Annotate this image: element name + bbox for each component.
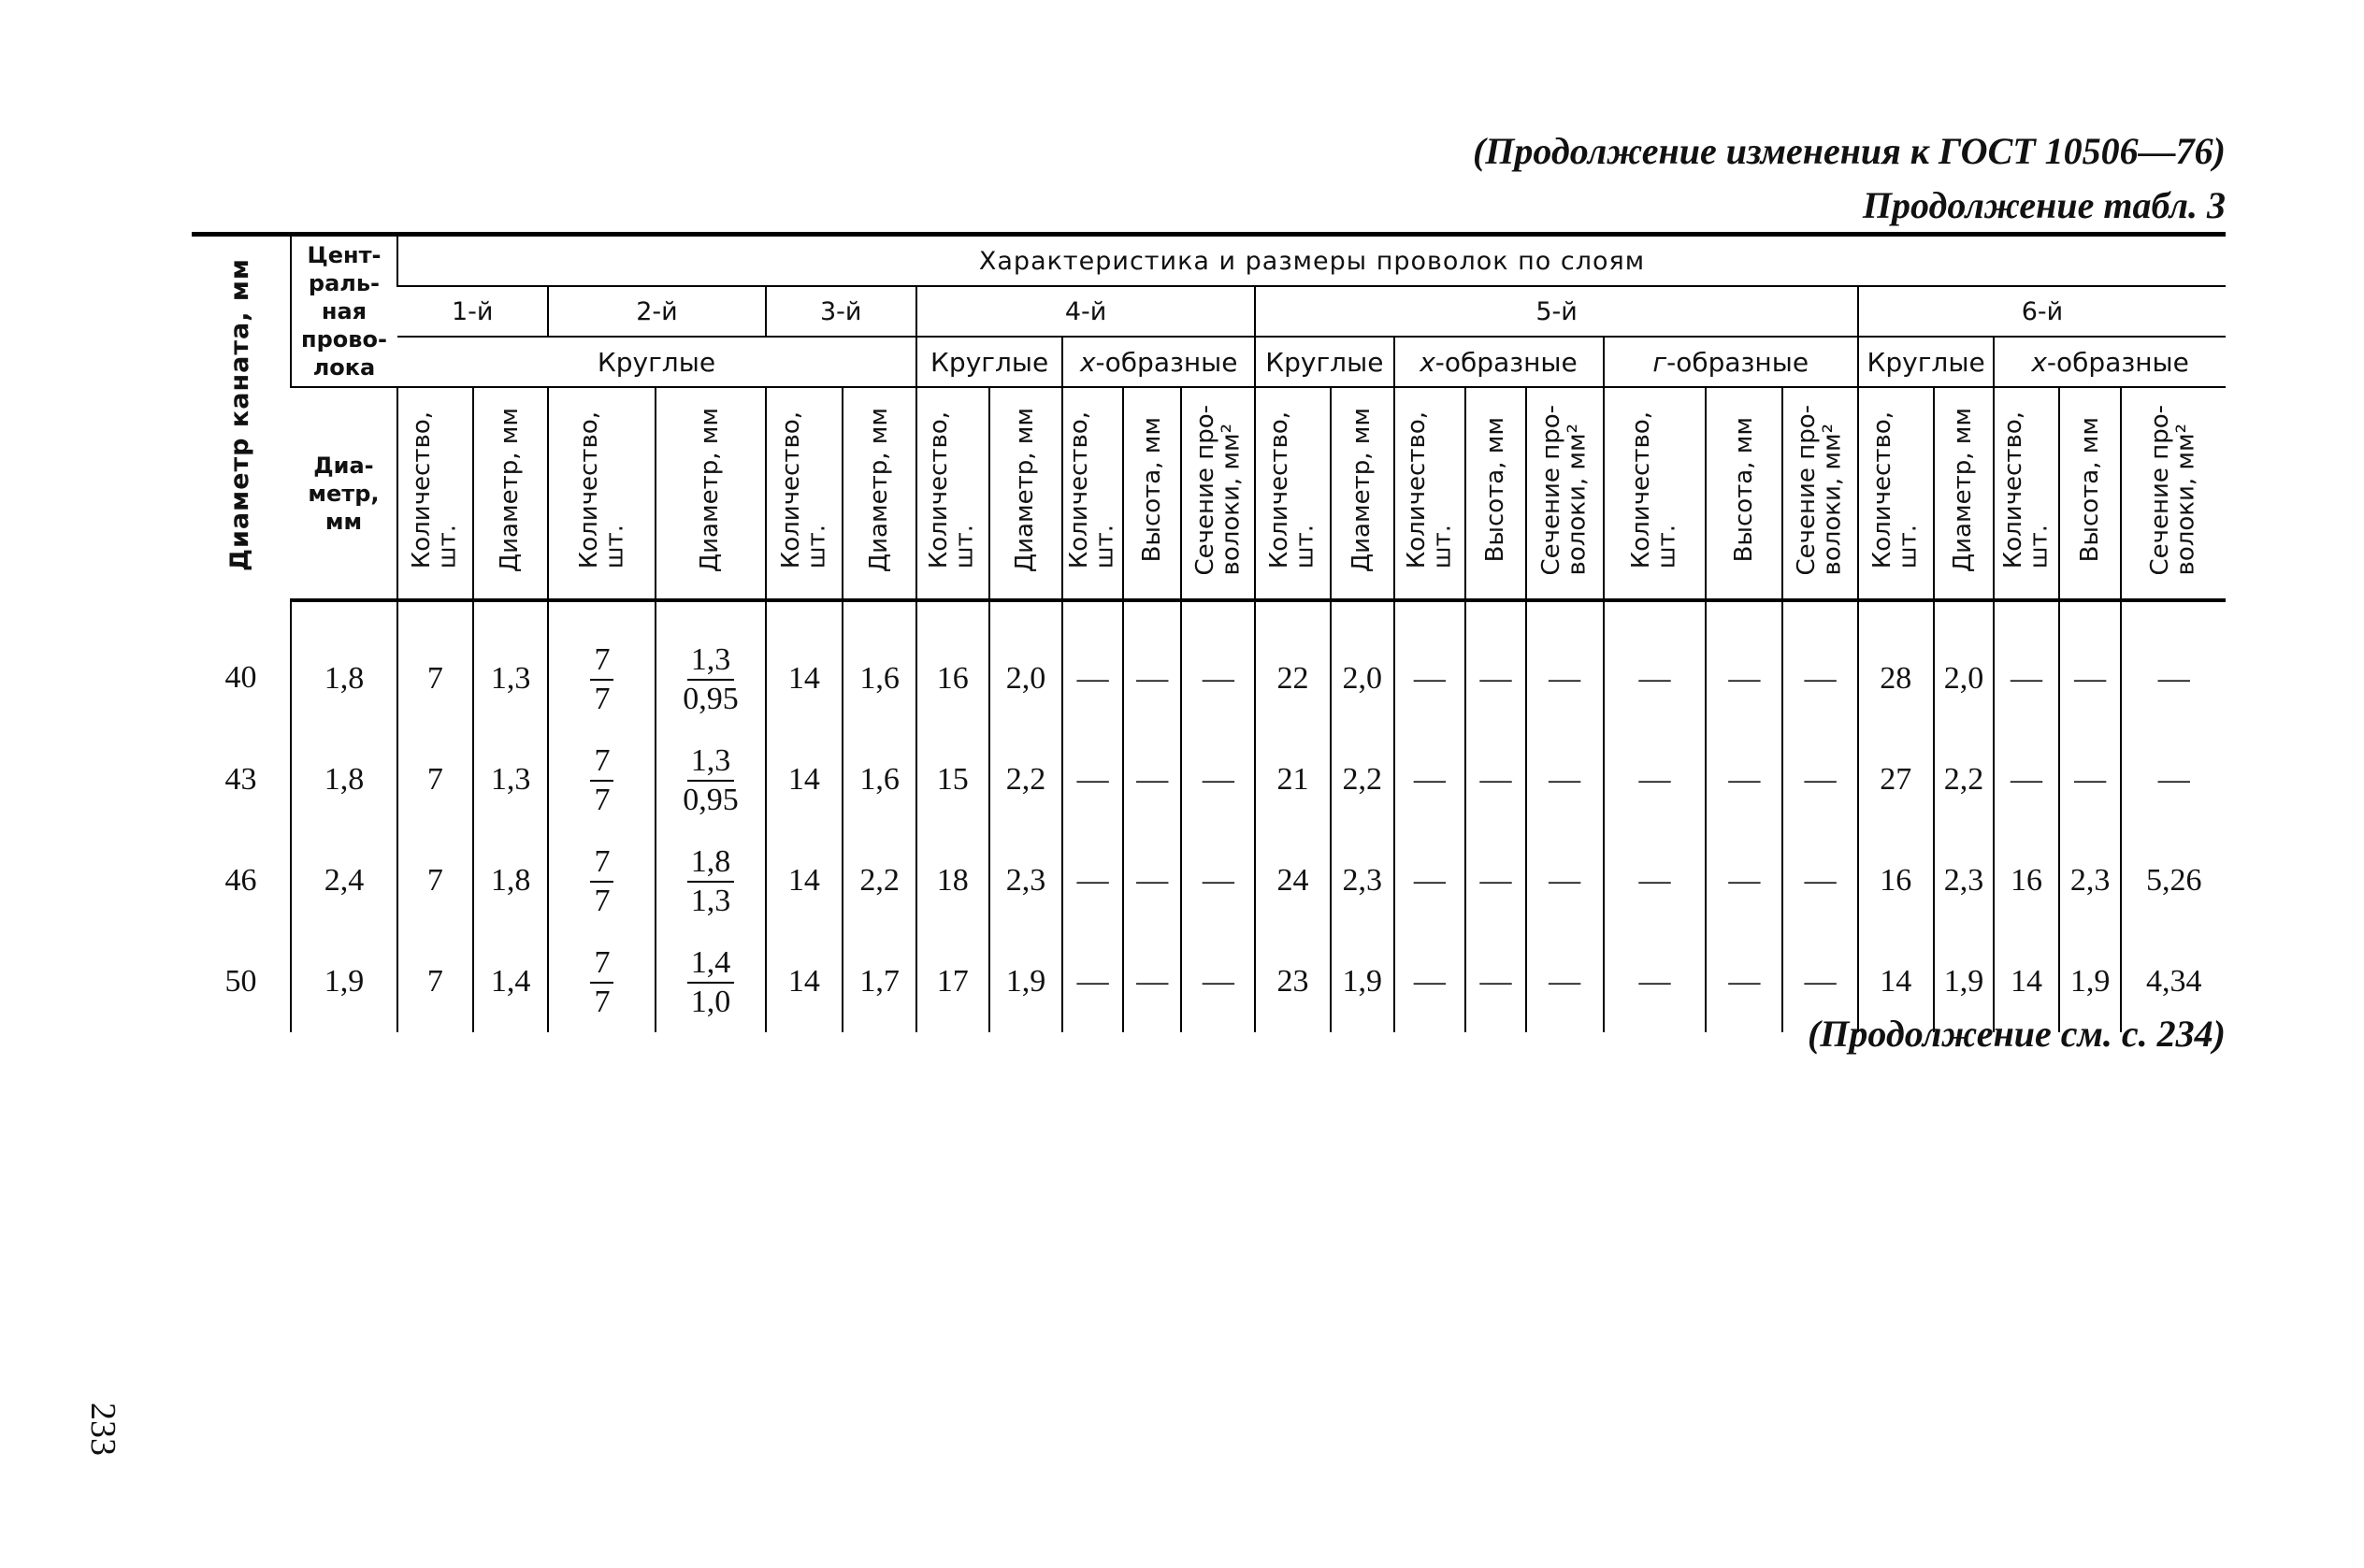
- l5x-section-header: Сечение про- волоки, мм²: [1526, 387, 1604, 600]
- dash-cell: —: [1062, 600, 1123, 729]
- l6x-section-cell: 4,34: [2121, 931, 2226, 1032]
- central-diameter-cell: 1,9: [291, 931, 397, 1032]
- dash-cell: —: [1123, 830, 1182, 931]
- l3-qty-cell: 14: [766, 729, 843, 830]
- l6-diam-cell: 2,3: [1934, 830, 1995, 931]
- l4x-height-header: Высота, мм: [1123, 387, 1182, 600]
- l6x-qty-cell: —: [1994, 600, 2059, 729]
- amendment-title: (Продолжение изменения к ГОСТ 10506—76): [1472, 130, 2226, 172]
- l1-qty-cell: 7: [397, 600, 473, 729]
- l4-diam-header: Диаметр, мм: [989, 387, 1063, 600]
- l5-diam-cell: 1,9: [1331, 931, 1394, 1032]
- l5-qty-cell: 23: [1255, 931, 1331, 1032]
- round-header-layer-4: Круглые: [916, 337, 1062, 387]
- dash-cell: —: [1181, 931, 1255, 1032]
- dash-cell: —: [1394, 600, 1466, 729]
- dash-cell: —: [1181, 600, 1255, 729]
- layer-6-header: 6-й: [1858, 286, 2226, 337]
- l1-qty-cell: 7: [397, 931, 473, 1032]
- dash-cell: —: [1706, 931, 1782, 1032]
- dash-cell: —: [1181, 830, 1255, 931]
- l6x-section-header: Сечение про- волоки, мм²: [2121, 387, 2226, 600]
- l4-diam-cell: 2,2: [989, 729, 1063, 830]
- dash-cell: —: [1706, 729, 1782, 830]
- l4x-qty-header: Количество, шт.: [1062, 387, 1123, 600]
- x-shaped-header-layer-5: х-образные: [1394, 337, 1604, 387]
- l5g-height-header: Высота, мм: [1706, 387, 1782, 600]
- l1-diam-header: Диаметр, мм: [473, 387, 549, 600]
- l6-qty-cell: 16: [1858, 830, 1934, 931]
- l5-diam-header: Диаметр, мм: [1331, 387, 1394, 600]
- l5-diam-cell: 2,0: [1331, 600, 1394, 729]
- dash-cell: —: [1465, 931, 1526, 1032]
- round-header-layers-1-3: Круглые: [397, 337, 916, 387]
- l6-diam-header: Диаметр, мм: [1934, 387, 1995, 600]
- dash-cell: —: [1706, 830, 1782, 931]
- rope-diameter-cell: 40: [224, 660, 257, 695]
- l6x-height-cell: 1,9: [2059, 931, 2122, 1032]
- l6-qty-cell: 14: [1858, 931, 1934, 1032]
- l3-diam-cell: 1,6: [843, 600, 916, 729]
- l3-diam-cell: 1,6: [843, 729, 916, 830]
- central-diameter-cell: 1,8: [291, 600, 397, 729]
- l5-qty-cell: 24: [1255, 830, 1331, 931]
- l6x-qty-cell: 14: [1994, 931, 2059, 1032]
- layer-4-header: 4-й: [916, 286, 1255, 337]
- l4-qty-cell: 15: [916, 729, 989, 830]
- l6-qty-header: Количество, шт.: [1858, 387, 1934, 600]
- dash-cell: —: [1465, 830, 1526, 931]
- layer-1-header: 1-й: [397, 286, 548, 337]
- dash-cell: —: [1394, 830, 1466, 931]
- x-shaped-header-layer-4: х-образные: [1062, 337, 1255, 387]
- l2-diam-cell: $\frac{1,4}{1,0}$: [656, 931, 765, 1032]
- dash-cell: —: [1123, 729, 1182, 830]
- x-shaped-header-layer-6: х-образные: [1994, 337, 2226, 387]
- dash-cell: —: [1123, 931, 1182, 1032]
- l5-diam-cell: 2,2: [1331, 729, 1394, 830]
- l1-diam-cell: 1,4: [473, 931, 549, 1032]
- dash-cell: —: [1604, 931, 1707, 1032]
- l1-qty-cell: 7: [397, 830, 473, 931]
- dash-cell: —: [1062, 729, 1123, 830]
- layer-5-header: 5-й: [1255, 286, 1858, 337]
- dash-cell: —: [1062, 931, 1123, 1032]
- l4-qty-cell: 18: [916, 830, 989, 931]
- dash-cell: —: [1465, 600, 1526, 729]
- dash-cell: —: [1123, 600, 1182, 729]
- l6x-qty-cell: —: [1994, 729, 2059, 830]
- central-diameter-cell: 1,8: [291, 729, 397, 830]
- round-header-layer-6: Круглые: [1858, 337, 1994, 387]
- rope-diameter-cell: 50: [224, 964, 257, 999]
- layer-2-header: 2-й: [548, 286, 765, 337]
- l4-qty-cell: 17: [916, 931, 989, 1032]
- l3-diam-cell: 1,7: [843, 931, 916, 1032]
- l6x-height-cell: —: [2059, 729, 2122, 830]
- round-header-layer-5: Круглые: [1255, 337, 1393, 387]
- layers-characteristics-header: Характеристика и размеры проволок по слоям: [397, 235, 2226, 287]
- diameter-header: Диаметр каната, мм: [225, 258, 255, 572]
- dash-cell: —: [1782, 729, 1858, 830]
- l6x-height-cell: —: [2059, 600, 2122, 729]
- continuation-note: (Продолжение см. с. 234): [1807, 1013, 2226, 1055]
- l6x-height-header: Высота, мм: [2059, 387, 2122, 600]
- l2-qty-cell: $\frac{7}{7}$: [548, 729, 656, 830]
- l2-diam-cell: $\frac{1,8}{1,3}$: [656, 830, 765, 931]
- l5-qty-cell: 22: [1255, 600, 1331, 729]
- l6-diam-cell: 2,2: [1934, 729, 1995, 830]
- dash-cell: —: [1782, 600, 1858, 729]
- l2-diam-cell: $\frac{1,3}{0,95}$: [656, 600, 765, 729]
- l2-qty-cell: $\frac{7}{7}$: [548, 931, 656, 1032]
- l1-diam-cell: 1,8: [473, 830, 549, 931]
- l5x-height-header: Высота, мм: [1465, 387, 1526, 600]
- l4-qty-header: Количество, шт.: [916, 387, 989, 600]
- l5g-qty-header: Количество, шт.: [1604, 387, 1707, 600]
- l6-diam-cell: 1,9: [1934, 931, 1995, 1032]
- table-row: [192, 830, 2226, 931]
- dash-cell: —: [1526, 729, 1604, 830]
- l1-diam-cell: 1,3: [473, 600, 549, 729]
- l3-qty-cell: 14: [766, 931, 843, 1032]
- l6x-qty-header: Количество, шт.: [1994, 387, 2059, 600]
- central-wire-header: Цент- раль- ная прово- лока: [291, 235, 397, 388]
- table-row: [192, 729, 2226, 830]
- l5x-qty-header: Количество, шт.: [1394, 387, 1466, 600]
- l2-diam-cell: $\frac{1,3}{0,95}$: [656, 729, 765, 830]
- wire-rope-table: [192, 232, 2226, 1032]
- l3-qty-header: Количество, шт.: [766, 387, 843, 600]
- l1-diam-cell: 1,3: [473, 729, 549, 830]
- l3-qty-cell: 14: [766, 600, 843, 729]
- l3-qty-cell: 14: [766, 830, 843, 931]
- l4-qty-cell: 16: [916, 600, 989, 729]
- central-diameter-header: Диа- метр, мм: [291, 387, 397, 600]
- l2-qty-header: Количество, шт.: [548, 387, 656, 600]
- dash-cell: —: [1604, 600, 1707, 729]
- l4-diam-cell: 2,3: [989, 830, 1063, 931]
- dash-cell: —: [1062, 830, 1123, 931]
- l6x-qty-cell: 16: [1994, 830, 2059, 931]
- page-number: 233: [83, 1403, 123, 1456]
- dash-cell: —: [1706, 600, 1782, 729]
- l6-diam-cell: 2,0: [1934, 600, 1995, 729]
- l3-diam-cell: 2,2: [843, 830, 916, 931]
- dash-cell: —: [1526, 830, 1604, 931]
- l5g-section-header: Сечение про- волоки, мм²: [1782, 387, 1858, 600]
- rope-diameter-cell: 43: [224, 762, 257, 797]
- l6x-section-cell: 5,26: [2121, 830, 2226, 931]
- g-shaped-header-layer-5: г-образные: [1604, 337, 1858, 387]
- dash-cell: —: [1782, 830, 1858, 931]
- dash-cell: —: [1181, 729, 1255, 830]
- l5-qty-cell: 21: [1255, 729, 1331, 830]
- dash-cell: —: [1394, 729, 1466, 830]
- l2-qty-cell: $\frac{7}{7}$: [548, 830, 656, 931]
- l4-diam-cell: 1,9: [989, 931, 1063, 1032]
- l4x-section-header: Сечение про- волоки, мм²: [1181, 387, 1255, 600]
- l6-qty-cell: 28: [1858, 600, 1934, 729]
- l6-qty-cell: 27: [1858, 729, 1934, 830]
- l2-qty-cell: $\frac{7}{7}$: [548, 600, 656, 729]
- l1-qty-header: Количество, шт.: [397, 387, 473, 600]
- table-row: [192, 600, 2226, 729]
- central-diameter-cell: 2,4: [291, 830, 397, 931]
- dash-cell: —: [1394, 931, 1466, 1032]
- dash-cell: —: [1604, 729, 1707, 830]
- layer-3-header: 3-й: [766, 286, 916, 337]
- dash-cell: —: [1465, 729, 1526, 830]
- l4-diam-cell: 2,0: [989, 600, 1063, 729]
- dash-cell: —: [1604, 830, 1707, 931]
- l5-qty-header: Количество, шт.: [1255, 387, 1331, 600]
- table-continuation-title: Продолжение табл. 3: [1862, 184, 2226, 226]
- dash-cell: —: [1526, 931, 1604, 1032]
- dash-cell: —: [1526, 600, 1604, 729]
- l3-diam-header: Диаметр, мм: [843, 387, 916, 600]
- l6x-height-cell: 2,3: [2059, 830, 2122, 931]
- l2-diam-header: Диаметр, мм: [656, 387, 765, 600]
- l5-diam-cell: 2,3: [1331, 830, 1394, 931]
- l1-qty-cell: 7: [397, 729, 473, 830]
- dash-cell: —: [1782, 931, 1858, 1032]
- l6x-section-cell: —: [2121, 600, 2226, 729]
- rope-diameter-cell: 46: [224, 863, 257, 898]
- l6x-section-cell: —: [2121, 729, 2226, 830]
